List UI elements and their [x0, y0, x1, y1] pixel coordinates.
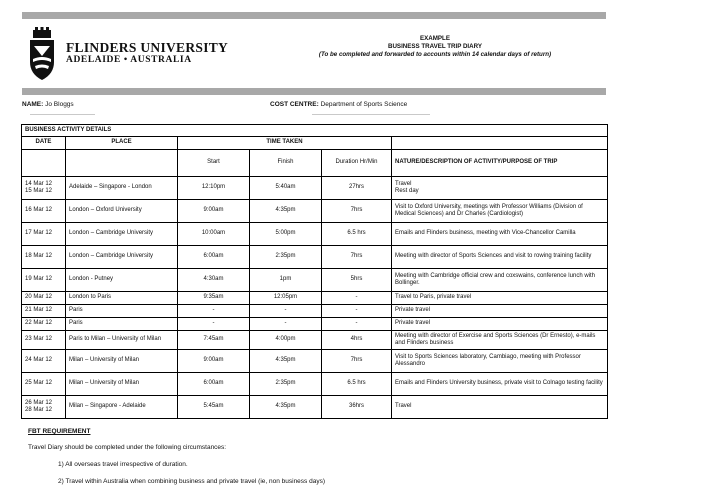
- cell-duration: 7hrs: [322, 350, 392, 373]
- cell-date: 14 Mar 12 15 Mar 12: [22, 177, 66, 200]
- finish-header: Finish: [250, 150, 322, 177]
- cell-nature: Visit to Sports Sciences laboratory, Cambiago, meeting with Professor Alessandro: [392, 350, 608, 373]
- table-row: [22, 305, 608, 318]
- cell-place: Paris: [66, 305, 178, 318]
- name-field: [22, 101, 74, 108]
- cell-duration: 27hrs: [322, 177, 392, 200]
- cell-date: 22 Mar 12: [22, 318, 66, 331]
- cell-duration: -: [322, 305, 392, 318]
- crest-icon: [24, 26, 60, 82]
- nature-header-top: [392, 137, 608, 150]
- table-row: [22, 223, 608, 246]
- cell-duration: 4hrs: [322, 331, 392, 350]
- table-row: [22, 200, 608, 223]
- name-underline: [30, 114, 95, 115]
- cell-place: London – Cambridge University: [66, 223, 178, 246]
- cell-place: Milan – Singapore - Adelaide: [66, 396, 178, 419]
- cell-date: 20 Mar 12: [22, 292, 66, 305]
- cell-finish: 2:35pm: [250, 246, 322, 269]
- cell-start: 9:35am: [178, 292, 250, 305]
- cell-start: 7:45am: [178, 331, 250, 350]
- cell-nature: Travel Rest day: [392, 177, 608, 200]
- business-activity-table: [21, 124, 608, 419]
- cell-date: 16 Mar 12: [22, 200, 66, 223]
- cost-centre-label: COST CENTRE:: [270, 101, 319, 108]
- table-row: [22, 331, 608, 350]
- date-subheader: [22, 150, 66, 177]
- table-row: [22, 269, 608, 292]
- cell-date: 17 Mar 12: [22, 223, 66, 246]
- cell-duration: -: [322, 318, 392, 331]
- cell-place: Adelaide – Singapore - London: [66, 177, 178, 200]
- cell-finish: 4:35pm: [250, 396, 322, 419]
- fbt-heading: FBT REQUIREMENT: [28, 428, 91, 435]
- cell-duration: -: [322, 292, 392, 305]
- cell-place: London – Cambridge University: [66, 246, 178, 269]
- cell-start: 4:30am: [178, 269, 250, 292]
- doc-label: EXAMPLE: [420, 35, 450, 42]
- fbt-item-1: 1) All overseas travel irrespective of duration.: [58, 461, 188, 468]
- cell-date: 24 Mar 12: [22, 350, 66, 373]
- table-title: BUSINESS ACTIVITY DETAILS: [22, 125, 608, 137]
- cell-nature: Travel: [392, 396, 608, 419]
- cell-nature: Visit to Oxford University, meetings with Professor Williams (Division of Medical Sciences) and Dr Charles (Cardiologist): [392, 200, 608, 223]
- table-row: [22, 177, 608, 200]
- cell-finish: 5:00pm: [250, 223, 322, 246]
- table-row: [22, 292, 608, 305]
- cell-nature: Emails and Flinders University business, private visit to Colnago testing facility: [392, 373, 608, 396]
- cost-centre-field: [270, 101, 407, 108]
- table-row: [22, 246, 608, 269]
- cell-start: 5:45am: [178, 396, 250, 419]
- cell-finish: 1pm: [250, 269, 322, 292]
- cell-start: 9:00am: [178, 350, 250, 373]
- duration-header-text: Duration Hr/Min: [335, 159, 378, 166]
- cost-centre-underline: [312, 114, 430, 115]
- place-subheader: [66, 150, 178, 177]
- cell-duration: 36hrs: [322, 396, 392, 419]
- cell-finish: 2:35pm: [250, 373, 322, 396]
- start-header: Start: [178, 150, 250, 177]
- date-header: DATE: [22, 137, 66, 150]
- place-header: PLACE: [66, 137, 178, 150]
- cell-start: -: [178, 305, 250, 318]
- cell-nature: Emails and Flinders business, meeting with Vice-Chancellor Camilla: [392, 223, 608, 246]
- cell-nature: Travel to Paris, private travel: [392, 292, 608, 305]
- cell-finish: -: [250, 305, 322, 318]
- cell-duration: 7hrs: [322, 200, 392, 223]
- middle-divider-bar: [22, 88, 606, 95]
- cell-nature: Meeting with director of Sports Sciences and visit to rowing training facility: [392, 246, 608, 269]
- cell-place: London – Oxford University: [66, 200, 178, 223]
- cell-duration: 7hrs: [322, 246, 392, 269]
- cell-place: Milan – University of Milan: [66, 373, 178, 396]
- document-heading: [240, 35, 630, 59]
- cell-duration: 6.5 hrs: [322, 223, 392, 246]
- university-location: ADELAIDE • AUSTRALIA: [66, 55, 192, 65]
- cell-place: London to Paris: [66, 292, 178, 305]
- cell-duration: 5hrs: [322, 269, 392, 292]
- duration-header: [322, 150, 392, 177]
- cell-finish: 4:35pm: [250, 350, 322, 373]
- cell-start: 10:00am: [178, 223, 250, 246]
- cell-start: 6:00am: [178, 246, 250, 269]
- cell-finish: 4:35pm: [250, 200, 322, 223]
- cell-place: Paris: [66, 318, 178, 331]
- cell-start: 9:00am: [178, 200, 250, 223]
- time-taken-header: TIME TAKEN: [178, 137, 392, 150]
- table-row: [22, 350, 608, 373]
- cell-start: 6:00am: [178, 373, 250, 396]
- cost-centre-value: Department of Sports Science: [320, 101, 408, 108]
- name-label: NAME:: [22, 101, 44, 108]
- cell-place: London - Putney: [66, 269, 178, 292]
- cell-date: 18 Mar 12: [22, 246, 66, 269]
- table-row: [22, 396, 608, 419]
- cell-date: 26 Mar 12 28 Mar 12: [22, 396, 66, 419]
- nature-header: NATURE/DESCRIPTION OF ACTIVITY/PURPOSE OF TRIP: [392, 150, 608, 177]
- cell-duration: 6.5 hrs: [322, 373, 392, 396]
- fbt-intro: Travel Diary should be completed under the following circumstances:: [28, 444, 227, 451]
- university-name: FLINDERS UNIVERSITY: [66, 40, 229, 55]
- cell-date: 19 Mar 12: [22, 269, 66, 292]
- top-divider-bar: [22, 12, 606, 19]
- table-row: [22, 373, 608, 396]
- fbt-item-2: 2) Travel within Australia when combining business and private travel (ie, non business days): [58, 478, 325, 485]
- cell-finish: 4:00pm: [250, 331, 322, 350]
- cell-nature: Meeting with director of Exercise and Sports Sciences (Dr Ernesto), e-mails and Flinders business: [392, 331, 608, 350]
- cell-start: 12:10pm: [178, 177, 250, 200]
- cell-start: -: [178, 318, 250, 331]
- table-row: [22, 318, 608, 331]
- cell-nature: Private travel: [392, 305, 608, 318]
- cell-finish: 5:40am: [250, 177, 322, 200]
- doc-subtitle: (To be completed and forwarded to accounts within 14 calendar days of return): [318, 51, 552, 58]
- cell-date: 25 Mar 12: [22, 373, 66, 396]
- cell-date: 23 Mar 12: [22, 331, 66, 350]
- cell-finish: 12:05pm: [250, 292, 322, 305]
- cell-date: 21 Mar 12: [22, 305, 66, 318]
- university-logo: [24, 26, 229, 86]
- cell-nature: Meeting with Cambridge official crew and coxswains, conference lunch with Bollinger.: [392, 269, 608, 292]
- doc-title: BUSINESS TRAVEL TRIP DIARY: [388, 43, 482, 50]
- cell-place: Milan – University of Milan: [66, 350, 178, 373]
- cell-finish: -: [250, 318, 322, 331]
- name-value: Jo Bloggs: [45, 101, 74, 108]
- cell-nature: Private travel: [392, 318, 608, 331]
- cell-place: Paris to Milan – University of Milan: [66, 331, 178, 350]
